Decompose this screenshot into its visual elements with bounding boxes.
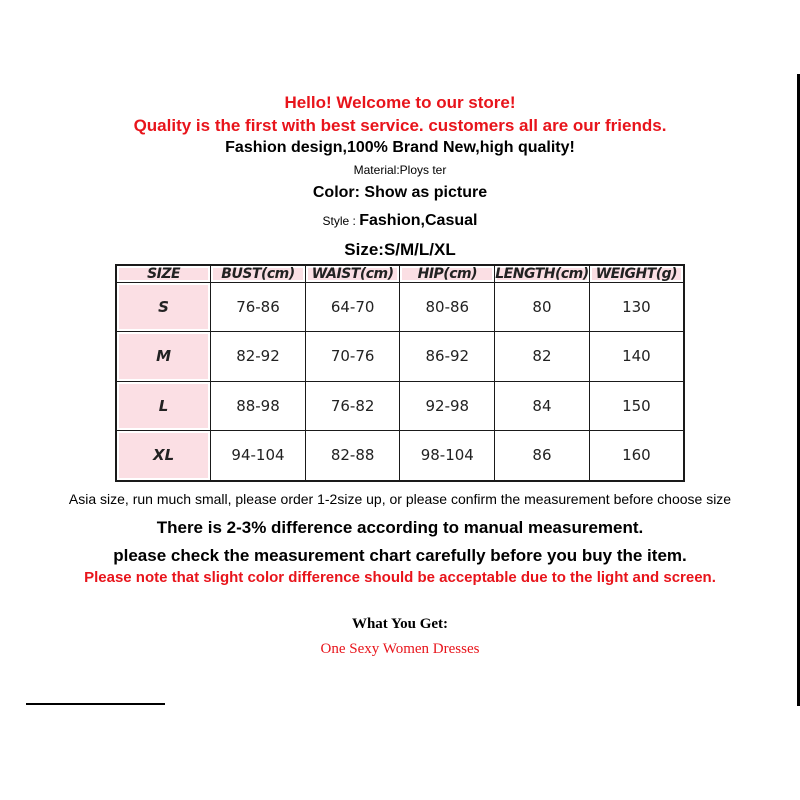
- horizontal-divider: [26, 703, 165, 705]
- size-chart-table: [115, 264, 685, 482]
- bust-cell: 88-98: [211, 381, 306, 430]
- waist-cell: 82-88: [305, 430, 400, 481]
- hip-cell: 92-98: [400, 381, 495, 430]
- hip-cell: 86-92: [400, 332, 495, 381]
- material-line: Material:Ploys ter: [353, 163, 447, 177]
- welcome-heading: Hello! Welcome to our store!: [284, 93, 516, 112]
- length-cell: 82: [495, 332, 590, 381]
- weight-cell: 140: [589, 332, 684, 381]
- package-item: One Sexy Women Dresses: [320, 641, 480, 657]
- style-label: Style :: [322, 214, 360, 228]
- asia-size-note: Asia size, run much small, please order 1-2size up, or please confirm the measurement before choose size: [68, 491, 732, 507]
- size-cell: L: [116, 381, 211, 430]
- color-difference-note: Please note that slight color difference should be acceptable due to the light and screen.: [84, 569, 716, 586]
- what-you-get-heading: What You Get:: [351, 616, 449, 632]
- column-header-waist: WAIST(cm): [305, 265, 400, 283]
- weight-cell: 160: [589, 430, 684, 481]
- column-header-weight: WEIGHT(g): [589, 265, 684, 283]
- size-cell: M: [116, 332, 211, 381]
- size-cell: S: [116, 283, 211, 332]
- table-row: [116, 283, 684, 332]
- measurement-check-note: please check the measurement chart carefully before you buy the item.: [113, 546, 687, 565]
- quality-statement: Quality is the first with best service. customers all are our friends.: [133, 116, 667, 135]
- bust-cell: 94-104: [211, 430, 306, 481]
- color-line: Color: Show as picture: [312, 184, 488, 201]
- column-header-hip: HIP(cm): [400, 265, 495, 283]
- fashion-statement: Fashion design,100% Brand New,high quality!: [225, 139, 575, 156]
- waist-cell: 64-70: [305, 283, 400, 332]
- table-header-row: [116, 265, 684, 283]
- length-cell: 86: [495, 430, 590, 481]
- weight-cell: 150: [589, 381, 684, 430]
- waist-cell: 76-82: [305, 381, 400, 430]
- waist-cell: 70-76: [305, 332, 400, 381]
- column-header-bust: BUST(cm): [211, 265, 306, 283]
- length-cell: 84: [495, 381, 590, 430]
- size-line: Size:S/M/L/XL: [344, 240, 456, 259]
- weight-cell: 130: [589, 283, 684, 332]
- size-cell: XL: [116, 430, 211, 481]
- measurement-difference-note: There is 2-3% difference according to manual measurement.: [156, 518, 644, 537]
- table-row: [116, 430, 684, 481]
- style-value: Fashion,Casual: [359, 212, 478, 229]
- bust-cell: 76-86: [211, 283, 306, 332]
- column-header-size: SIZE: [116, 265, 211, 283]
- hip-cell: 80-86: [400, 283, 495, 332]
- table-row: [116, 381, 684, 430]
- column-header-length: LENGTH(cm): [495, 266, 589, 282]
- bust-cell: 82-92: [211, 332, 306, 381]
- table-row: [116, 332, 684, 381]
- hip-cell: 98-104: [400, 430, 495, 481]
- length-cell: 80: [495, 283, 590, 332]
- style-line: [0, 213, 800, 229]
